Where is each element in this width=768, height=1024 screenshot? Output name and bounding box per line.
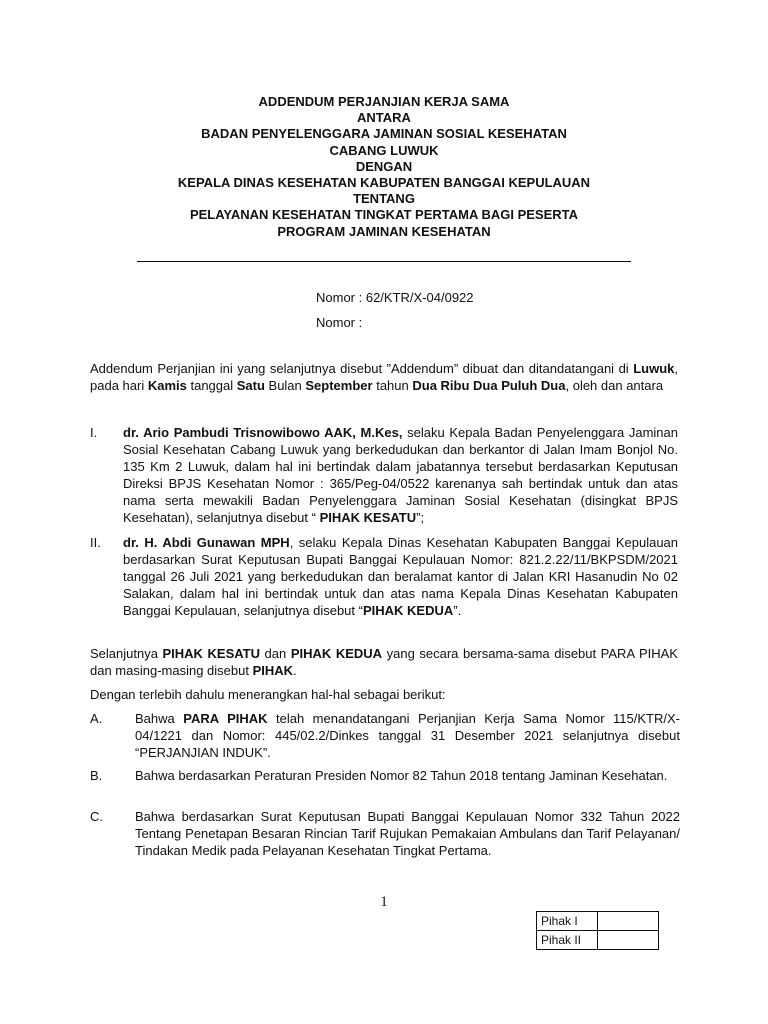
selanjutnya-text: dan <box>260 646 291 661</box>
pihak-label: Pihak I <box>537 912 598 931</box>
selanjutnya-text: . <box>293 663 297 678</box>
title-line: ADDENDUM PERJANJIAN KERJA SAMA <box>258 94 510 109</box>
pihak-term: PIHAK <box>252 663 294 678</box>
intro-text: , oleh dan antara <box>565 378 664 393</box>
point-a-rest: telah menandatangani Perjanjian Kerja Sama Nomor 115/KTR/X-04/1221 dan Nomor: 445/02.2/Dinkes tanggal 31 Desember 2021 selanjutnya disebut “PERJANJIAN INDUK”. <box>135 711 680 760</box>
point-b-text: Bahwa berdasarkan Peraturan Presiden Nomor 82 Tahun 2018 tentang Jaminan Kesehatan. <box>135 768 668 783</box>
intro-date: Satu <box>236 378 265 393</box>
intro-month: September <box>305 378 373 393</box>
party-number: I. <box>90 425 98 440</box>
pihak-label: Pihak II <box>537 931 598 950</box>
party-two-text <box>123 534 678 619</box>
point-letter: A. <box>90 711 103 726</box>
selanjutnya-text: Selanjutnya <box>90 646 163 661</box>
intro-text: tahun <box>372 378 413 393</box>
selanjutnya-text: yang secara bersama-sama disebut PARA PIHAK dan masing-masing disebut <box>90 646 678 678</box>
intro-year: Dua Ribu Dua Puluh Dua <box>412 378 566 393</box>
intro-text: Bulan <box>264 378 306 393</box>
title-line: ANTARA <box>357 110 411 126</box>
table-row <box>537 931 659 950</box>
party-number: II. <box>90 535 101 550</box>
party-two-label: PIHAK KEDUA <box>362 603 454 618</box>
title-line: BADAN PENYELENGGARA JAMINAN SOSIAL KESEHATAN <box>201 126 567 142</box>
nomor-dinkes: Nomor : <box>316 315 363 330</box>
party-one-description: selaku Kepala Badan Penyelenggara Jaminan Sosial Kesehatan Cabang Luwuk yang berkedudukan dan berkantor di Jalan Imam Bonjol No. 135 Km 2 Luwuk, dalam hal ini bertindak dalam jabatannya tersebut berdasarkan Keputusan Direksi BPJS Kesehatan Nomor : 365/Peg-04/0522 karenanya sah bertindak untuk dan atas nama serta mewakili Badan Penyelenggara Jaminan Sosial Kesehatan (disingkat BPJS Kesehatan), selanjutnya disebut “ <box>123 425 678 525</box>
party-one-name: dr. Ario Pambudi Trisnowibowo AAK, M.Kes, <box>123 425 403 440</box>
document-title <box>0 94 768 240</box>
title-line: CABANG LUWUK <box>329 142 439 158</box>
title-line: DENGAN <box>355 158 413 174</box>
pihak-kedua: PIHAK KEDUA <box>290 646 383 661</box>
point-a-lead: Bahwa <box>135 711 184 726</box>
intro-day: Kamis <box>147 378 187 393</box>
intro-paragraph <box>90 360 678 394</box>
party-two-description: , selaku Kepala Dinas Kesehatan Kabupaten Banggai Kepulauan berdasarkan Surat Keputusan Bupati Banggai Kepulauan Nomor: 821.2.22/11/BKPSDM/2021 tanggal 26 Juli 2021 yang berkedudukan dan beralamat kantor di Jalan KRI Hasanudin No 02 Salakan, dalam hal ini bertindak untuk dan atas nama Kepala Dinas Kesehatan Kabupaten Banggai Kepulauan, selanjutnya disebut “ <box>123 535 679 618</box>
point-letter: C. <box>90 809 103 824</box>
intro-text: tanggal <box>186 378 237 393</box>
pihak-kesatu: PIHAK KESATU <box>162 646 260 661</box>
title-line: KEPALA DINAS KESEHATAN KABUPATEN BANGGAI KEPULAUAN <box>177 175 591 191</box>
point-letter: B. <box>90 768 103 783</box>
title-line: TENTANG <box>353 191 415 207</box>
title-line: PROGRAM JAMINAN KESEHATAN <box>277 223 491 239</box>
title-line: PELAYANAN KESEHATAN TINGKAT PERTAMA BAGI PESERTA <box>189 207 579 223</box>
party-two-name: dr. H. Abdi Gunawan MPH <box>123 535 290 550</box>
pihak-initials-table <box>536 911 659 950</box>
party-two-end: ”. <box>453 603 462 618</box>
selanjutnya-paragraph <box>90 645 678 679</box>
party-one-text <box>123 424 678 526</box>
title-divider <box>137 261 631 262</box>
intro-text: , pada hari <box>90 361 678 393</box>
party-one-label: PIHAK KESATU <box>319 510 417 525</box>
para-pihak: PARA PIHAK <box>183 711 268 726</box>
nomor-bpjs: Nomor : 62/KTR/X-04/0922 <box>316 290 474 305</box>
pihak-initial-box <box>598 931 659 950</box>
intro-place: Luwuk <box>633 361 675 376</box>
point-c-text: Bahwa berdasarkan Surat Keputusan Bupati Banggai Kepulauan Nomor 332 Tahun 2022 Tentang Penetapan Besaran Rincian Tarif Rujukan Pemakaian Ambulans dan Tarif Pelayanan/ Tindakan Medik pada Pelayanan Kesehatan Tingkat Pertama. <box>135 809 680 858</box>
pihak-initial-box <box>598 912 659 931</box>
menerangkan-paragraph: Dengan terlebih dahulu menerangkan hal-hal sebagai berikut: <box>90 687 446 702</box>
point-a-text <box>135 710 680 761</box>
page-number: 1 <box>380 894 388 910</box>
party-one-end: ”; <box>416 510 425 525</box>
intro-text: Addendum Perjanjian ini yang selanjutnya disebut ”Addendum” dibuat dan ditandatangani di <box>90 361 634 376</box>
table-row <box>537 912 659 931</box>
